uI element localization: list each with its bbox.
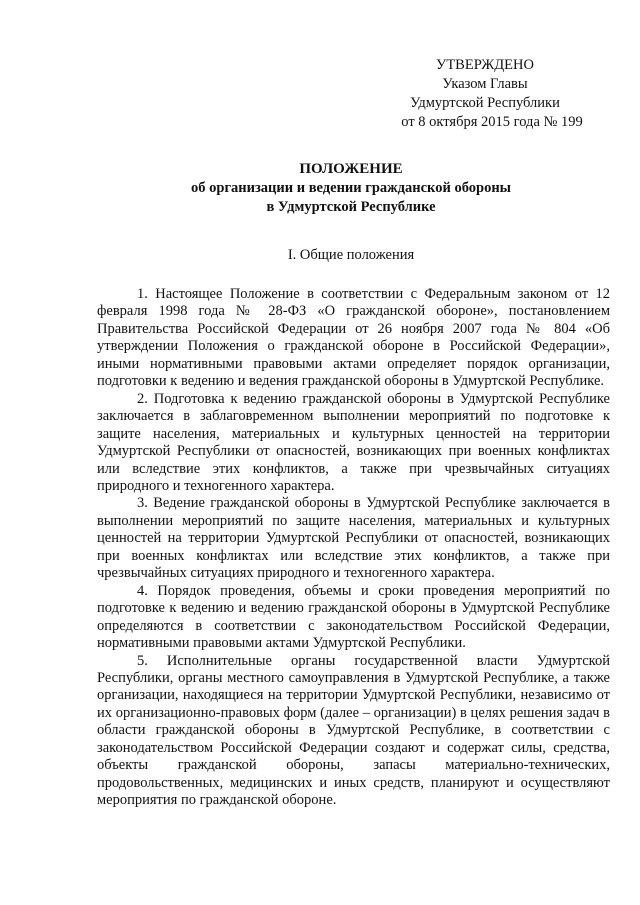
- paragraph-2: 2. Подготовка к ведению гражданской обороны в Удмуртской Республике заключается в заблаговременном выполнении мероприятий по подготовке к защите населения, материальных и культурных ценностей на территории Удмуртской Республики от опасностей, возникающих при военных конфликтах или вследствие этих конфликтов, а также при чрезвычайных ситуациях природного и техногенного характера.: [97, 390, 610, 494]
- approval-decree-label: Указом Главы: [442, 76, 528, 92]
- paragraph-5: 5. Исполнительные органы государственной власти Удмуртской Республики, органы местного самоуправления в Удмуртской Республике, а также организации, находящиеся на территории Удмуртской Республики, независимо от их организационно-правовых форм (далее – организации) в целях решения задач в области гражданской обороны в Удмуртской Республике, в соответствии с законодательством Российской Федерации создают и содержат силы, средства, объекты гражданской обороны, запасы материально-технических, продовольственных, медицинских и иных средств, планируют и осуществляют мероприятия по гражданской обороне.: [97, 652, 610, 809]
- document-subtitle-line1: об организации и ведении гражданской обороны: [191, 180, 511, 196]
- approval-approved-label: УТВЕРЖДЕНО: [436, 57, 534, 73]
- document-subtitle-line2: в Удмуртской Республике: [266, 199, 436, 215]
- paragraph-3: 3. Ведение гражданской обороны в Удмуртской Республике заключается в выполнении мероприятий по защите населения, материальных и культурных ценностей на территории Удмуртской Республики от опасностей, возникающих при военных конфликтах или вследствие этих конфликтов, а также при чрезвычайных ситуациях природного и техногенного характера.: [97, 495, 610, 582]
- document-title: ПОЛОЖЕНИЕ: [299, 161, 403, 177]
- approval-date: от 8 октября 2015 года № 199: [401, 114, 583, 130]
- approval-stamp: [360, 56, 610, 132]
- approval-republic-label: Удмуртской Республики: [410, 95, 560, 111]
- paragraph-1: 1. Настоящее Положение в соответствии с Федеральным законом от 12 февраля 1998 года № 28-ФЗ «О гражданской обороне», постановлением Правительства Российской Федерации от 26 ноября 2007 года № 804 «Об утверждении Положения о гражданской обороне в Российской Федерации», иными нормативными правовыми актами определяет порядок организации, подготовки к ведению и ведения гражданской обороны в Удмуртской Республике.: [97, 286, 610, 390]
- section-title: I. Общие положения: [287, 247, 415, 263]
- paragraph-4: 4. Порядок проведения, объемы и сроки проведения мероприятий по подготовке к ведению и ведению гражданской обороны в Удмуртской Республике определяются в соответствии с законодательством Российской Федерации, нормативными правовыми актами Удмуртской Республики.: [97, 582, 610, 652]
- document-body: [97, 286, 610, 810]
- document-heading: [96, 160, 606, 217]
